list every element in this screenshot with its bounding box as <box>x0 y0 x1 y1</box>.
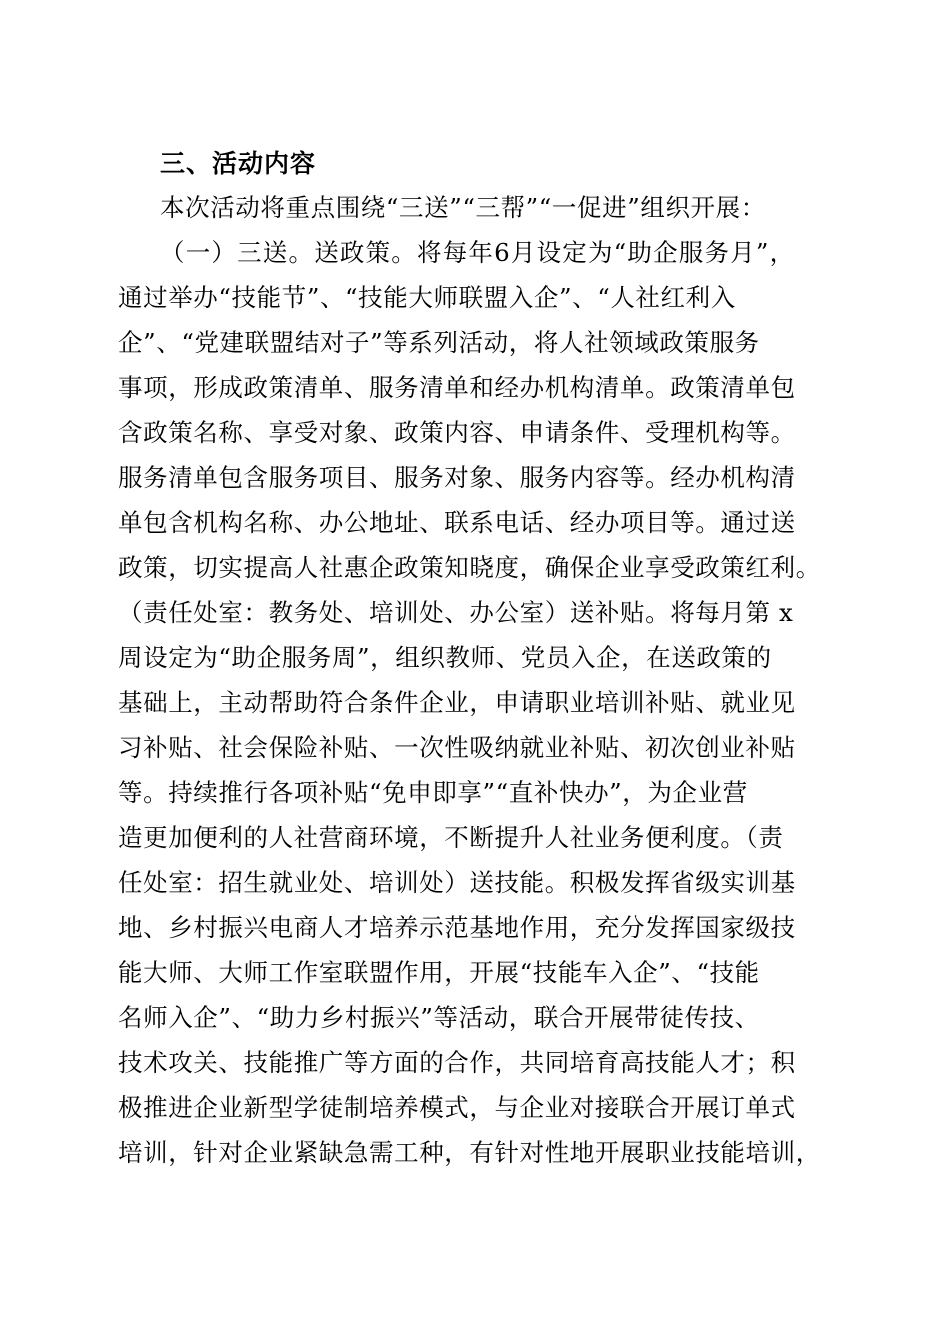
paragraph-line: 事项，形成政策清单、服务清单和经办机构清单。政策清单包 <box>118 373 796 402</box>
paragraph-line: 本次活动将重点围绕“三送”“三帮”“一促进”组织开展： <box>160 193 766 222</box>
paragraph-line: （一）三送。送政策。将每年6月设定为“助企服务月”， <box>160 238 796 267</box>
paragraph-line: 服务清单包含服务项目、服务对象、服务内容等。经办机构清 <box>118 463 796 492</box>
paragraph-line: 极推进企业新型学徒制培养模式，与企业对接联合开展订单式 <box>118 1093 796 1122</box>
paragraph-line: 基础上，主动帮助符合条件企业，申请职业培训补贴、就业见 <box>118 688 796 717</box>
paragraph-line: 企”、“党建联盟结对子”等系列活动，将人社领域政策服务 <box>118 328 760 357</box>
paragraph-line: 习补贴、社会保险补贴、一次性吸纳就业补贴、初次创业补贴 <box>118 733 796 762</box>
paragraph-line: 单包含机构名称、办公地址、联系电话、经办项目等。通过送 <box>118 508 796 537</box>
paragraph-line: 名师入企”、“助力乡村振兴”等活动，联合开展带徒传技、 <box>118 1003 760 1032</box>
paragraph-line: 地、乡村振兴电商人才培养示范基地作用，充分发挥国家级技 <box>118 913 796 942</box>
paragraph-line: 能大师、大师工作室联盟作用，开展“技能车入企”、“技能 <box>118 958 760 987</box>
paragraph-line: 含政策名称、享受对象、政策内容、申请条件、受理机构等。 <box>118 418 796 447</box>
paragraph-line: 通过举办“技能节”、“技能大师联盟入企”、“人社红利入 <box>118 283 736 312</box>
paragraph-line: 等。持续推行各项补贴“免申即享”“直补快办”，为企业营 <box>118 778 748 807</box>
paragraph-line: （责任处室：教务处、培训处、办公室）送补贴。将每月第 x <box>118 598 794 627</box>
paragraph-line: 政策，切实提高人社惠企政策知晓度，确保企业享受政策红利。 <box>118 553 821 582</box>
section-heading: 三、活动内容 <box>160 149 317 178</box>
paragraph-line: 周设定为“助企服务周”，组织教师、党员入企，在送政策的 <box>118 643 772 672</box>
paragraph-line: 造更加便利的人社营商环境，不断提升人社业务便利度。（责 <box>118 823 784 852</box>
paragraph-line: 培训，针对企业紧缺急需工种，有针对性地开展职业技能培训， <box>118 1138 821 1167</box>
paragraph-line: 技术攻关、技能推广等方面的合作，共同培育高技能人才；积 <box>118 1048 796 1077</box>
paragraph-line: 任处室：招生就业处、培训处）送技能。积极发挥省级实训基 <box>118 868 796 897</box>
